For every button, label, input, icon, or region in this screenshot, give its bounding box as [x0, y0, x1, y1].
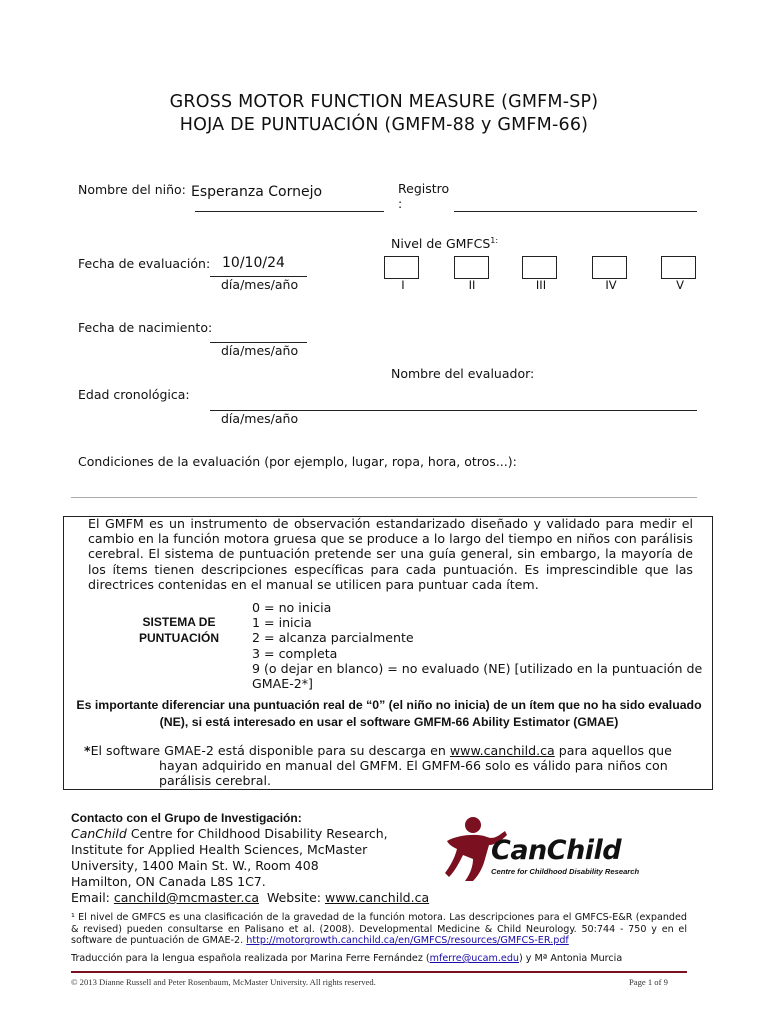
gmfcs-level-3-box[interactable] — [522, 256, 557, 279]
contact-email-link[interactable]: canchild@mcmaster.ca — [113, 890, 259, 905]
important-note: Es importante diferenciar una puntuación real de “0” (el niño no inicia) de un ítem que no ha sido evaluado (NE), si está interesado en usar el software GMFM-66 Ability Estimator (GMAE) — [76, 698, 702, 729]
logo-name: CanChild — [491, 835, 622, 866]
contact-heading: Contacto con el Grupo de Investigación: — [71, 811, 302, 825]
scoring-item: 1 = inicia — [252, 615, 312, 631]
software-note-line2: hayan adquirido en manual del GMFM. El GMFM-66 solo es válido para niños con parálisis cerebral. — [159, 758, 668, 789]
age-hint: día/mes/año — [221, 411, 299, 426]
registry-colon: : — [398, 196, 403, 211]
gmfcs-level-3-label: III — [535, 278, 547, 292]
scoring-item: 2 = alcanza parcialmente — [252, 630, 414, 646]
scoring-system-heading: SISTEMA DE PUNTUACIÓN — [139, 615, 219, 645]
gmfcs-level-2-box[interactable] — [454, 256, 489, 279]
page-number: Page 1 of 9 — [629, 977, 668, 987]
birth-date-hint: día/mes/año — [221, 343, 299, 358]
scoring-item: 0 = no inicia — [252, 600, 332, 615]
gmfcs-level-4-box[interactable] — [592, 256, 627, 279]
child-name-label: Nombre del niño: — [78, 182, 186, 197]
intro-paragraph: El GMFM es un instrumento de observación estandarizado diseñado y validado para medir el cambio en la función motora gruesa que se produce a lo largo del tiempo en niños con parálisis cerebral. El sistema de puntuación pretende ser una guía general, sin embargo, la mayoría de los ítems tienen descripciones específicas para cada puntuación. Es imprescindible que las directrices contenidas en el manual se utilicen para puntuar cada ítem. — [88, 516, 693, 592]
conditions-label: Condiciones de la evaluación (por ejemplo, lugar, ropa, hora, otros...): — [78, 454, 517, 469]
software-note: *El software GMAE-2 está disponible para su descarga en www.canchild.ca para aquellos que hayan adquirido en manual del GMFM. El GMFM-66 solo es válido para niños con parálisis cerebral. — [84, 743, 704, 789]
eval-date-label: Fecha de evaluación: — [78, 256, 211, 271]
birth-date-label: Fecha de nacimiento: — [78, 320, 213, 335]
conditions-line[interactable] — [71, 497, 697, 498]
gmfcs-level-2-label: II — [468, 278, 476, 292]
translation-credit: Traducción para la lengua española realizada por Marina Ferre Fernández (mferre@ucam.edu) y Mª Antonia Murcia — [71, 953, 623, 964]
registry-label: Registro — [398, 181, 450, 196]
contact-line2: Institute for Applied Health Sciences, McMaster — [71, 842, 368, 857]
evaluator-label: Nombre del evaluador: — [391, 366, 535, 381]
translator-email-link[interactable]: mferre@ucam.edu — [429, 953, 519, 964]
gmfcs-level-1-box[interactable] — [384, 256, 419, 279]
logo-tagline: Centre for Childhood Disability Research — [491, 867, 640, 876]
gmfcs-level-1-label: I — [401, 278, 405, 292]
eval-date-hint: día/mes/año — [221, 277, 299, 292]
contact-block: Contacto con el Grupo de Investigación: CanChild Centre for Childhood Disability Research, Institute for Applied Health Sciences, McMaster University, 1400 Main St. W., Room 408 Hamilton, ON Canada L8S 1C7. Email: canchild@mcmaster.ca Website: www.canchild.ca — [71, 810, 451, 906]
contact-line3: University, 1400 Main St. W., Room 408 — [71, 858, 319, 873]
eval-date-value[interactable]: 10/10/24 — [222, 255, 285, 271]
child-name-value[interactable]: Esperanza Cornejo — [191, 184, 323, 200]
contact-website-link[interactable]: www.canchild.ca — [324, 890, 430, 905]
gmfcs-er-link[interactable]: http://motorgrowth.canchild.ca/en/GMFCS/resources/GMFCS-ER.pdf — [246, 935, 569, 947]
gmfcs-footnote: ¹ El nivel de GMFCS es una clasificación de la gravedad de la función motora. Las descripciones para el GMFCS-E&R (expanded & revised) pueden consultarse en Palisano et al. (2008). Developmental Medicine & Child Neurology. 50:744 - 750 y en el software de puntuación de GMAE-2. http://motorgrowth.canchild.ca/en/GMFCS/resources/GMFCS-ER.pdf — [71, 912, 687, 947]
document-title-line1: GROSS MOTOR FUNCTION MEASURE (GMFM-SP) — [169, 92, 599, 112]
gmfcs-label: Nivel de $GMFCS^{1:}$ — [391, 236, 499, 252]
canchild-logo — [443, 815, 673, 885]
org-name: CanChild — [71, 826, 127, 841]
copyright-text: © 2013 Dianne Russell and Peter Rosenbaum, McMaster University. All rights reserved. — [71, 977, 376, 987]
gmfcs-level-4-label: IV — [605, 278, 617, 292]
scoring-item: 3 = completa — [252, 645, 338, 661]
gmfcs-level-5-box[interactable] — [661, 256, 696, 279]
scoring-item: 9 (o dejar en blanco) = no evaluado (NE) [utilizado en la puntuación de GMAE-2*] — [252, 660, 703, 692]
contact-line4: Hamilton, ON Canada L8S 1C7. — [71, 874, 266, 889]
document-title-line2: HOJA DE PUNTUACIÓN (GMFM-88 y GMFM-66) — [179, 115, 589, 135]
registry-input-line[interactable] — [454, 211, 697, 212]
scoring-list — [252, 600, 712, 691]
child-name-line — [195, 211, 384, 212]
age-label: Edad cronológica: — [78, 387, 190, 402]
gmfcs-level-5-label: V — [676, 278, 684, 292]
software-star: * — [84, 743, 91, 758]
footer-divider — [71, 971, 687, 973]
canchild-link[interactable]: www.canchild.ca — [449, 743, 555, 758]
